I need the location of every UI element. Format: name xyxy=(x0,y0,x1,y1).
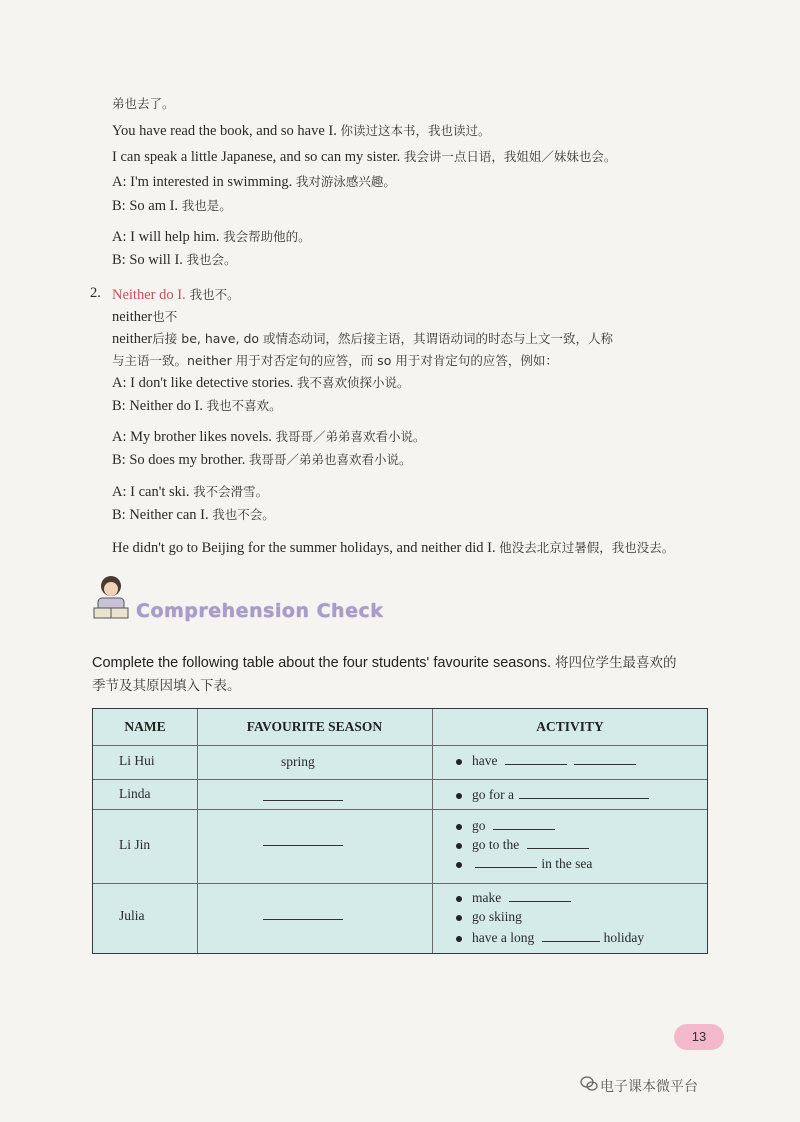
point-title: Neither do I. 我也不。 xyxy=(112,287,240,303)
season-blank[interactable] xyxy=(263,788,343,801)
reading-mascot-icon xyxy=(88,572,134,622)
activity-item: in the sea xyxy=(456,855,592,872)
header-activity: ACTIVITY xyxy=(536,719,604,734)
answer-blank[interactable] xyxy=(475,855,537,868)
text-line: neither后接 be, have, do 或情态动词，然后接主语，其谓语动词的时态与上文一致，人称 xyxy=(112,331,614,347)
wechat-icon xyxy=(580,1076,598,1092)
answer-blank[interactable] xyxy=(505,752,567,765)
text-line: neither也不 xyxy=(112,309,178,325)
row-season: spring xyxy=(281,754,315,769)
answer-blank[interactable] xyxy=(542,929,600,942)
example-line: A: I don't like detective stories. 我不喜欢侦探小说。 xyxy=(112,375,410,391)
example-line: He didn't go to Beijing for the summer holidays, and neither did I. 他没去北京过暑假，我也没去。 xyxy=(112,540,675,556)
header-favourite-season: FAVOURITE SEASON xyxy=(246,719,383,734)
answer-blank[interactable] xyxy=(493,817,555,830)
row-name: Li Jin xyxy=(119,837,151,852)
example-line: B: So does my brother. 我哥哥／弟弟也喜欢看小说。 xyxy=(112,452,412,468)
section-heading: Comprehension Check xyxy=(136,600,384,622)
season-blank[interactable] xyxy=(263,833,343,846)
example-line: B: Neither do I. 我也不喜欢。 xyxy=(112,398,282,414)
example-line: A: My brother likes novels. 我哥哥／弟弟喜欢看小说。 xyxy=(112,429,426,445)
page-number: 13 xyxy=(674,1024,724,1050)
activity-item: go to the xyxy=(456,836,589,853)
answer-blank[interactable] xyxy=(574,752,636,765)
watermark: 电子课本微平台 xyxy=(600,1079,698,1095)
example-line: A: I can't ski. 我不会滑雪。 xyxy=(112,484,269,500)
header-name: NAME xyxy=(124,719,166,734)
activity-item: go skiing xyxy=(456,909,522,925)
text-line: A: I'm interested in swimming. 我对游泳感兴趣。 xyxy=(112,174,396,190)
point-number: 2. xyxy=(90,285,101,301)
seasons-table xyxy=(92,708,708,954)
row-name: Linda xyxy=(119,786,151,801)
text-line: A: I will help him. 我会帮助他的。 xyxy=(112,229,311,245)
row-name: Li Hui xyxy=(119,753,155,768)
answer-blank[interactable] xyxy=(527,836,589,849)
answer-blank[interactable] xyxy=(509,889,571,902)
answer-blank[interactable] xyxy=(519,786,649,799)
text-line: B: So am I. 我也是。 xyxy=(112,198,232,214)
instruction-line: 季节及其原因填入下表。 xyxy=(92,678,241,694)
text-line: 弟也去了。 xyxy=(112,96,175,111)
activity-item: go for a xyxy=(456,786,649,803)
season-blank[interactable] xyxy=(263,907,343,920)
text-line: 与主语一致。neither 用于对否定句的应答，而 so 用于对肯定句的应答，例如： xyxy=(112,353,558,368)
activity-item: make xyxy=(456,889,571,906)
text-line: You have read the book, and so have I. 你读过这本书，我也读过。 xyxy=(112,123,491,139)
row-name: Julia xyxy=(119,908,145,923)
example-line: B: Neither can I. 我也不会。 xyxy=(112,507,275,523)
text-line: I can speak a little Japanese, and so can my sister. 我会讲一点日语，我姐姐／妹妹也会。 xyxy=(112,149,617,165)
activity-item: go xyxy=(456,817,555,834)
activity-item: have a long holiday xyxy=(456,929,644,946)
activity-item: have xyxy=(456,752,636,769)
text-line: B: So will I. 我也会。 xyxy=(112,252,237,268)
instruction-line: Complete the following table about the four students' favourite seasons. 将四位学生最喜欢的 xyxy=(92,655,677,671)
